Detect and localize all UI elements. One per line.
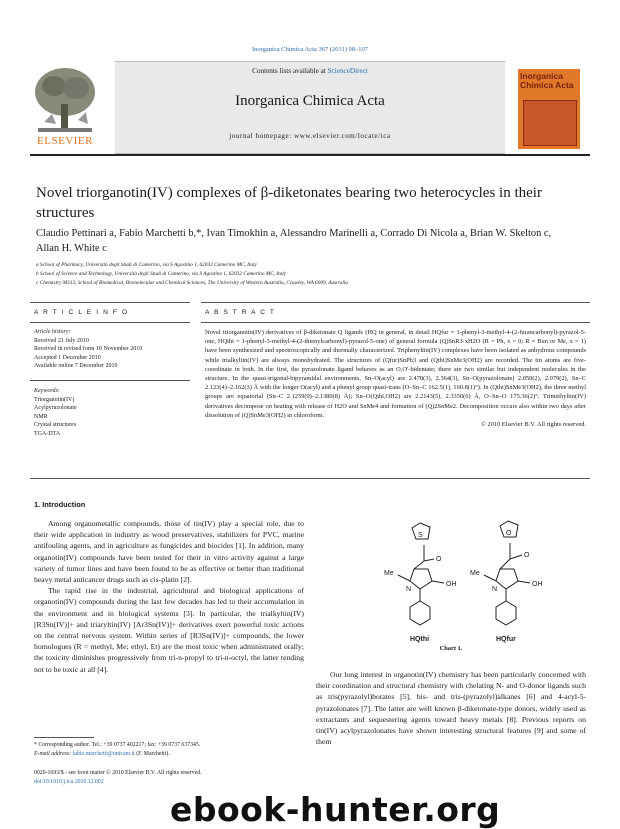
history-revised: Received in revised form 10 November 2010 — [34, 346, 143, 353]
article-info-rule — [30, 302, 190, 303]
email-line — [34, 750, 304, 759]
atom-label: S — [418, 532, 423, 539]
history-accepted: Accepted 1 December 2010 — [34, 354, 101, 361]
atom-label: O — [506, 530, 512, 537]
keyword-item: Triorganotin(IV) — [34, 396, 75, 403]
email-suffix: (F. Marchetti). — [134, 751, 170, 757]
footnote-rule — [34, 737, 94, 738]
email-label: E-mail address: — [34, 751, 73, 757]
abstract-rule — [201, 302, 590, 303]
sciencedirect-link[interactable]: ScienceDirect — [327, 67, 368, 75]
keyword-item: Crystal structures — [34, 422, 77, 429]
chart-1-structures — [370, 515, 570, 655]
right-column — [316, 669, 586, 747]
abstract-subrule — [201, 322, 590, 323]
journal-title: Inorganica Chimica Acta — [235, 93, 385, 109]
elsevier-wordmark: ELSEVIER — [37, 135, 93, 147]
journal-citation[interactable]: Inorganica Chimica Acta 367 (2011) 98–107 — [251, 46, 369, 53]
history-label: Article history: — [34, 329, 71, 335]
article-title: Novel triorganotin(IV) complexes of β-diketonates bearing two heterocycles in their structures — [36, 185, 542, 221]
affiliation-c: c Chemistry M313, School of Biomedical, Biomolecular and Chemical Sciences, The University of Western Australia, Crawley, WA 6009, Australia — [36, 280, 348, 286]
history-keywords-rule — [30, 380, 190, 381]
structure-label-hqthi: HQthi — [410, 636, 430, 643]
abstract-body — [205, 328, 586, 429]
introduction-heading: 1. Introduction — [34, 500, 86, 509]
keyword-item: Acylpyrazolonate — [34, 405, 77, 412]
front-matter-rule — [30, 478, 590, 479]
atom-label: N — [492, 586, 498, 593]
structure-label-hqfur: HQfur — [496, 636, 516, 643]
issn-block — [34, 769, 304, 786]
atom-label: O — [524, 552, 530, 559]
abstract-text: Novel triorganotin(IV) derivatives of β-diketonate Q ligands (HQ in general, in detail HQfur = 1-phenyl-3-methyl-4-(2-furancarbonyl)-pyrazol-5-one, HQthi = 1-phenyl-3-methyl-4-(2-thienylcarbonyl)-pyrazol-5-one) of general formula (Q)SnR3·xH2O (R = Ph, x = 0; R = Bun or Me, x = 1) have been synthesized and spectroscopically and thermally characterized. Triphenyltin(IV) complexes have been isolated as anhydrous compounds while trialkyltin(IV) are always monohydrated. The structures of (Qfur)SnPh3 and (Qthi)SnMe3(OH2) are recorded. The tin atoms are five-coordinate in both. In the first, the pyrazolonate ligand behaves as an O,O′-bidentate; there are two similar but independent molecules in the structure. In the quasi-trigonal-bipyramidal environments, Sn–O(acyl) are 2.478(3), 2.364(3), Sn–O(pyrazolonate) 2.050(2), 2.079(2), Sn–C 2.123(4)–2.162(3) Å with the longer O(acyl) and a phenyl group quasi-trans (O–Sn–C 162.5(1), 160.8(1)°). In (Qthi)SnMe3(OH2), the three methyl groups are equatorial (Sn–C 2.1259(9)–2.1380(8) Å); Sn–O(Qthi,OH2) are 2.2143(5), 2.3350(6) Å, O–Sn–O 175.36(2)°. Trimethyltin(IV) derivatives decompose on heating with release of H2O and SnMe4 and formation of (Q)2SnMe2. Decomposition occurs also within two days after dissolution of (Q)SnMe3(OH2) in chloroform. — [205, 329, 586, 419]
keyword-item: NMR — [34, 413, 48, 420]
journal-cover-art — [523, 100, 577, 146]
keywords-label: Keywords: — [34, 388, 60, 394]
affiliation-b: b School of Science and Technology, Università degli Studi di Camerino, via S Agostino 1, 62032 Camerino MC, Italy — [36, 271, 287, 277]
affiliations — [36, 261, 596, 288]
journal-cover-title: Inorganica Chimica Acta — [520, 71, 574, 90]
atom-label: OH — [532, 581, 543, 588]
intro-paragraph-2: The rapid rise in the industrial, agricultural and biological applications of organotin(IV) compounds during the last few decades has led to their accumulation in the environment and in biological systems [3]. In particular, the trialkyltin(IV) [R3Sn(IV)]+ and triaryltin(IV) [Ar3Sn(IV)]+ derivatives exert powerful toxic actions on the central nervous system. Within series of [R3Sn(IV)]+ compounds, the lower homologues (R = methyl, Me; ethyl, Et) are the most toxic when administrated orally; the toxicity diminishes progressively from tri-n-propyl to tri-n-octyl, the latter tending not to be toxic at all [4]. — [34, 586, 304, 674]
atom-label: Me — [384, 570, 394, 577]
atom-label: O — [436, 556, 442, 563]
corresponding-author: * Corresponding author. Tel.: +39 0737 402217; fax: +39 0737 637345. — [34, 742, 201, 748]
atom-label: N — [406, 586, 412, 593]
watermark-text: ebook-hunter.org — [170, 790, 501, 829]
history-received: Received 21 July 2010 — [34, 337, 89, 344]
atom-label: Me — [470, 570, 480, 577]
abstract-heading: A B S T R A C T — [205, 309, 276, 316]
email-link[interactable]: fabio.marchetti@unicam.it — [72, 751, 135, 757]
journal-homepage[interactable]: journal homepage: www.elsevier.com/locate/ica — [229, 132, 391, 140]
header-rule — [30, 154, 590, 156]
corresponding-author-footnote — [34, 741, 304, 759]
article-info-subrule — [30, 322, 190, 323]
article-history — [34, 328, 194, 371]
copyright-line: © 2010 Elsevier B.V. All rights reserved. — [480, 421, 586, 429]
front-matter-notice: 0020-1693/$ - see front matter © 2010 Elsevier B.V. All rights reserved. — [34, 770, 202, 776]
molecule-diagram — [370, 515, 570, 655]
affiliation-a: a School of Pharmacy, Università degli Studi di Camerino, via S Agostino 1, 62032 Camerino MC, Italy — [36, 262, 257, 268]
left-column — [34, 518, 304, 675]
intro-paragraph-1: Among organometallic compounds, those of tin(IV) play a special role, due to their wide application in industry as wood preservatives, stabilizers for PVC, marine antifouling agents, and in agriculture as fungicides and biocides [1]. In addition, many organotin(IV) compounds have been tested for their in vitro activity against a large variety of tumor lines and have been found to be as effective or better than traditional heavy metal anticancer drugs such as cis-platin [2]. — [34, 519, 304, 585]
author-list[interactable]: Claudio Pettinari a, Fabio Marchetti b,*, Ivan Timokhin a, Alessandro Marinelli a, Corrado Di Nicola a, Brian W. Skelton c, Allan H. White c — [36, 228, 552, 254]
doi-link[interactable]: doi:10.1016/j.ica.2010.12.002 — [34, 778, 104, 785]
keyword-item: TGA-DTA — [34, 430, 61, 437]
contents-line — [115, 67, 505, 75]
chart-caption: Chart 1. — [439, 645, 463, 652]
history-online: Available online 7 December 2010 — [34, 363, 118, 370]
intro-paragraph-3: Our long interest in organotin(IV) chemistry has been particularly concerned with their coordination and structural chemistry with chelating N- and O-donor ligands such as tris(pyrazolyl)borates [5], bis- and tris-(pyrazolyl)alkanes [6] and 4-acyl-5-pyrazolonates [7]. The latter are well known β-diketonate-type donors, widely used as extractants and sequestering agents toward heavy metals [8]. Previous reports on tin(IV) acylpyrazolonates have shown interesting structural features [9] and some of them — [316, 670, 586, 747]
keywords — [34, 387, 194, 439]
atom-label: OH — [446, 581, 457, 588]
contents-prefix: Contents lists available at — [252, 67, 328, 75]
elsevier-logo — [30, 62, 100, 150]
article-info-heading: A R T I C L E I N F O — [34, 309, 129, 316]
